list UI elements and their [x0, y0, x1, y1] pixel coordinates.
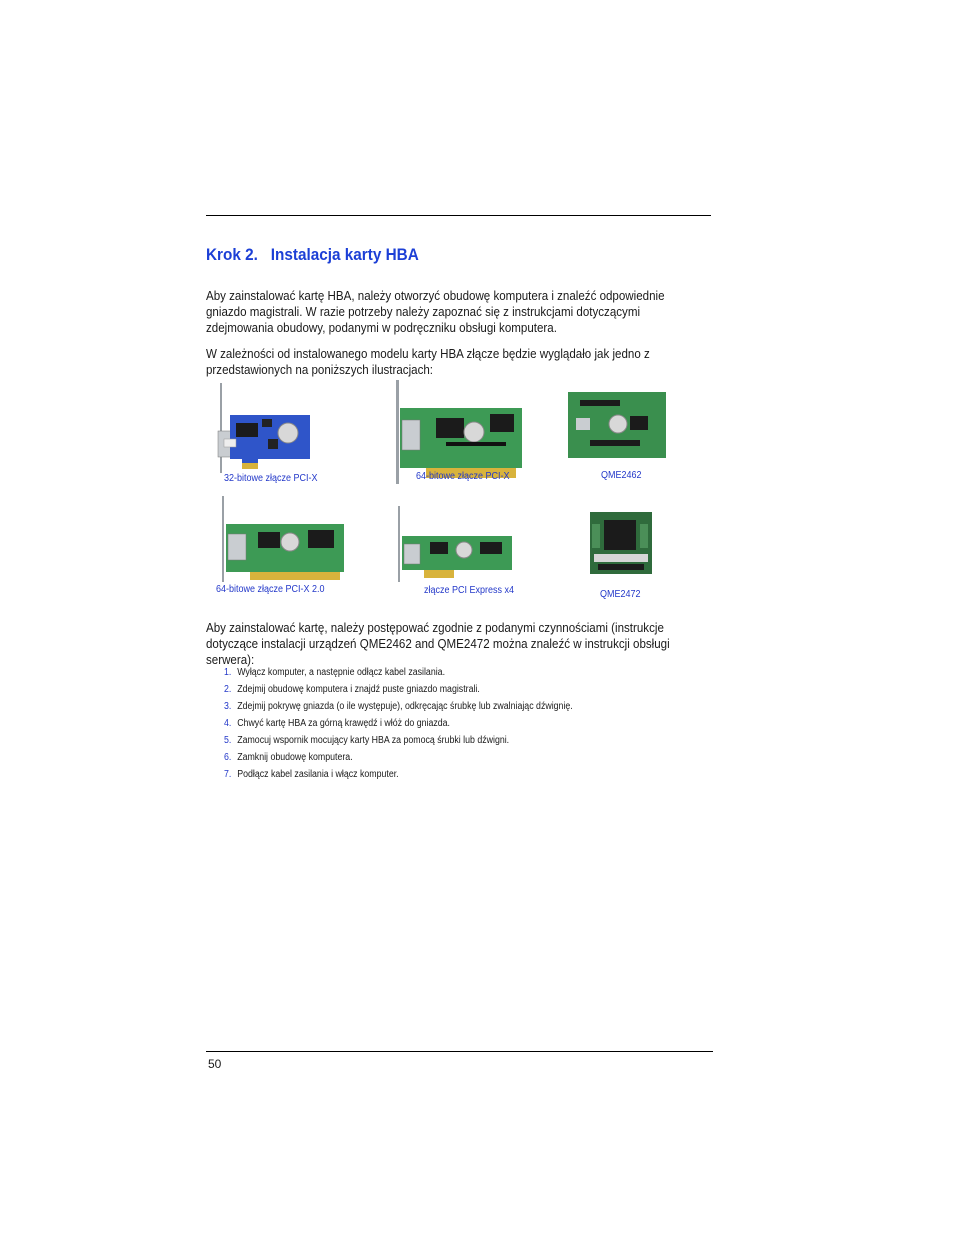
intro-paragraph: Aby zainstalować kartę HBA, należy otworzyć obudowę komputera i znaleźć odpowiednie gniazdo magistrali. W razie potrzeby należy zapoznać się z instrukcjami dotyczącymi zdejmowania obudowy, podanymi w podręczniku obsługi komputera. [206, 288, 665, 335]
procedure-paragraph: Aby zainstalować kartę, należy postępować zgodnie z podanymi czynnościami (instrukcje dotyczące instalacji urządzeń QME2462 and QME2472 można znaleźć w instrukcji obsługi serwera): [206, 620, 670, 667]
page-number: 50 [208, 1057, 222, 1071]
caption-pci-express-x4: złącze PCI Express x4 [424, 585, 515, 596]
caption-qme2472: QME2472 [600, 589, 641, 600]
figure-qme2462 [560, 386, 672, 464]
list-item: 7. Podłącz kabel zasilania i włącz komputer. [224, 769, 399, 780]
top-divider [206, 215, 711, 216]
list-item: 3. Zdejmij pokrywę gniazda (o ile występuje), odkręcając śrubkę lub zwalniając dźwignię. [224, 701, 573, 712]
qme2462-card-image [560, 386, 672, 464]
section-heading [206, 245, 419, 265]
bottom-divider [206, 1051, 713, 1052]
hba-card-pci-x-2-0-image [210, 496, 350, 582]
figure-pci-x-2-0 [210, 496, 350, 582]
hba-card-blue-image [206, 383, 314, 473]
section-title: Instalacja karty HBA [270, 245, 419, 264]
step-number: Krok 2. [206, 245, 258, 264]
figure-pci-x-32bit [206, 383, 314, 473]
figure-qme2472 [588, 510, 654, 576]
list-item: 2. Zdejmij obudowę komputera i znajdź puste gniazdo magistrali. [224, 684, 480, 695]
caption-pci-x-2-0: 64-bitowe złącze PCI-X 2.0 [216, 584, 325, 595]
caption-pci-x-32bit: 32-bitowe złącze PCI-X [224, 473, 318, 484]
caption-pci-x-64bit: 64-bitowe złącze PCI-X [416, 471, 510, 482]
qme2472-card-image [588, 510, 654, 576]
hba-card-green-image [386, 380, 530, 484]
caption-qme2462: QME2462 [601, 470, 642, 481]
list-item: 4. Chwyć kartę HBA za górną krawędź i włóż do gniazda. [224, 718, 450, 729]
list-item: 6. Zamknij obudowę komputera. [224, 752, 353, 763]
list-item: 1. Wyłącz komputer, a następnie odłącz kabel zasilania. [224, 667, 446, 678]
hba-card-pcie-image [394, 506, 520, 582]
models-paragraph: W zależności od instalowanego modelu karty HBA złącze będzie wyglądało jak jedno z przedstawionych na poniższych ilustracjach: [206, 346, 650, 377]
figure-pci-x-64bit [386, 380, 530, 484]
list-item: 5. Zamocuj wspornik mocujący karty HBA za pomocą śrubki lub dźwigni. [224, 735, 510, 746]
figure-pci-express-x4 [394, 506, 520, 582]
installation-steps-list [224, 666, 704, 785]
